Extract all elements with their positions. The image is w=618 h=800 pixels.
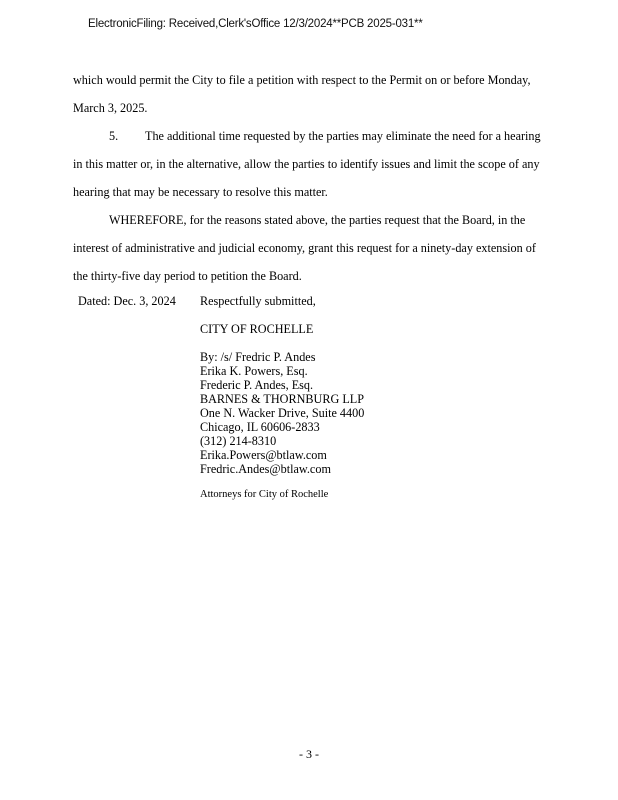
attorney-name-2: Frederic P. Andes, Esq. bbox=[200, 378, 314, 392]
phone-number: (312) 214-8310 bbox=[200, 434, 277, 448]
attorney-name-1: Erika K. Powers, Esq. bbox=[200, 364, 308, 378]
party-name: CITY OF ROCHELLE bbox=[200, 322, 314, 336]
email-1: Erika.Powers@btlaw.com bbox=[200, 448, 327, 462]
law-firm-name: BARNES & THORNBURG LLP bbox=[200, 392, 364, 406]
closing-line: Respectfully submitted, bbox=[200, 294, 316, 308]
attorneys-for-line: Attorneys for City of Rochelle bbox=[200, 489, 329, 500]
address-line-1: One N. Wacker Drive, Suite 4400 bbox=[200, 406, 365, 420]
paragraph-5 bbox=[73, 122, 548, 206]
electronic-filing-stamp: ElectronicFiling: Received,Clerk'sOffice 12/3/2024**PCB 2025-031** bbox=[88, 18, 423, 30]
signature-details bbox=[200, 294, 364, 502]
address-line-2: Chicago, IL 60606-2833 bbox=[200, 420, 320, 434]
paragraph-5-text: The additional time requested by the parties may eliminate the need for a hearing in this matter or, in the alternative, allow the parties to identify issues and limit the scope of any hearing that may be necessary to resolve this matter. bbox=[73, 129, 541, 199]
by-line: By: /s/ Fredric P. Andes bbox=[200, 350, 316, 364]
signature-block bbox=[78, 294, 548, 502]
page-number: - 3 - bbox=[299, 747, 319, 761]
email-2: Fredric.Andes@btlaw.com bbox=[200, 462, 331, 476]
continuation-paragraph: which would permit the City to file a petition with respect to the Permit on or before Monday, March 3, 2025. bbox=[73, 73, 531, 115]
document-body bbox=[73, 66, 548, 290]
wherefore-paragraph: WHEREFORE, for the reasons stated above, the parties request that the Board, in the interest of administrative and judicial economy, grant this request for a ninety-day extension of the thirty-five day period to petition the Board. bbox=[73, 213, 536, 283]
paragraph-5-number: 5. bbox=[109, 129, 119, 143]
attorney-contact-block bbox=[200, 350, 364, 476]
dated-line: Dated: Dec. 3, 2024 bbox=[78, 294, 176, 308]
